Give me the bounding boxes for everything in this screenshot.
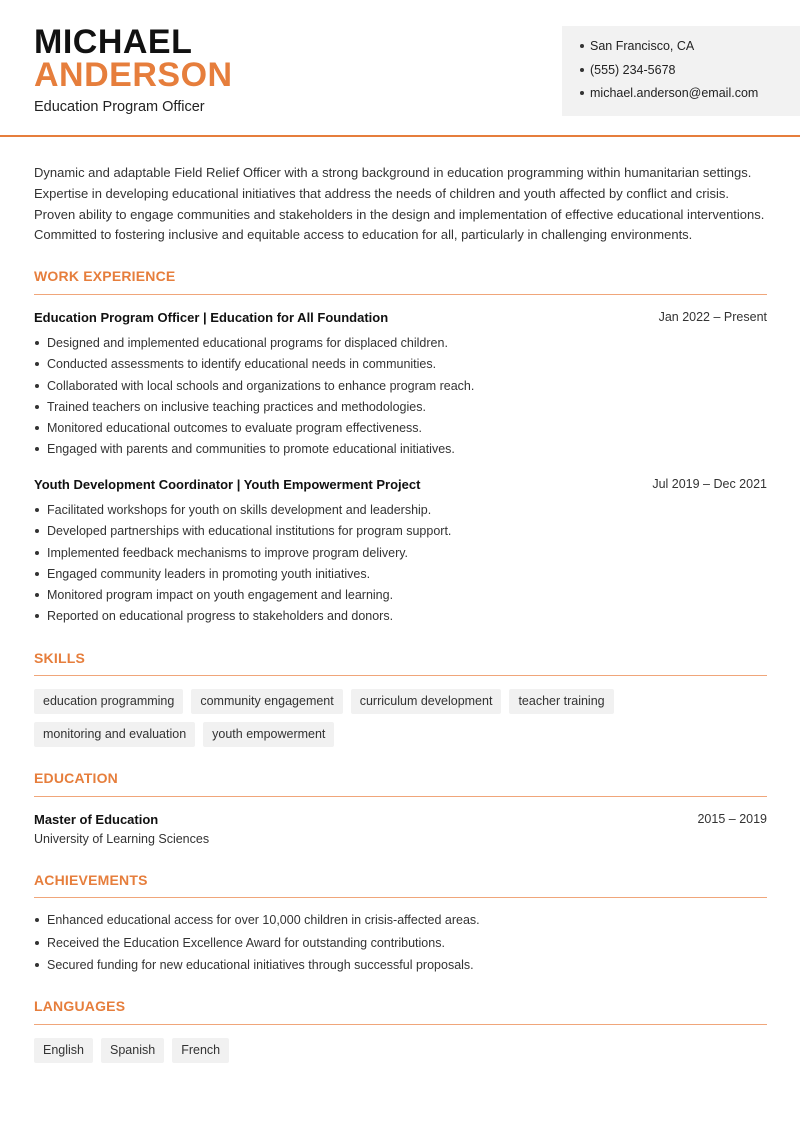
skill-chip: education programming	[34, 689, 183, 714]
skills-list	[34, 689, 774, 747]
section-title-achievements: ACHIEVEMENTS	[34, 872, 148, 888]
language-chip: English	[34, 1038, 93, 1063]
contact-box	[562, 26, 800, 116]
achievements-list	[34, 912, 480, 980]
job-bullets	[34, 335, 474, 463]
job-bullets	[34, 502, 451, 630]
contact-location: San Francisco, CA	[580, 38, 800, 62]
section-divider	[34, 294, 767, 295]
list-item: Monitored program impact on youth engagement and learning.	[34, 587, 451, 608]
skill-chip: teacher training	[509, 689, 613, 714]
education-dates: 2015 – 2019	[697, 812, 767, 826]
section-divider	[34, 897, 767, 898]
list-item: Developed partnerships with educational institutions for program support.	[34, 523, 451, 544]
list-item: Designed and implemented educational programs for displaced children.	[34, 335, 474, 356]
list-item: Enhanced educational access for over 10,000 children in crisis-affected areas.	[34, 912, 480, 935]
list-item: Secured funding for new educational initiatives through successful proposals.	[34, 957, 480, 980]
skill-chip: curriculum development	[351, 689, 502, 714]
list-item: Conducted assessments to identify educational needs in communities.	[34, 356, 474, 377]
list-item: Trained teachers on inclusive teaching practices and methodologies.	[34, 399, 474, 420]
list-item: Reported on educational progress to stakeholders and donors.	[34, 608, 451, 629]
list-item: Engaged with parents and communities to promote educational initiatives.	[34, 441, 474, 462]
list-item: Received the Education Excellence Award for outstanding contributions.	[34, 935, 480, 958]
section-title-languages: LANGUAGES	[34, 998, 126, 1014]
education-degree: Master of Education	[34, 812, 159, 827]
section-divider	[34, 675, 767, 676]
job-header	[34, 310, 767, 325]
job-dates: Jul 2019 – Dec 2021	[652, 477, 767, 491]
job-role: Youth Development Coordinator | Youth Empowerment Project	[34, 477, 421, 492]
section-title-skills: SKILLS	[34, 650, 85, 666]
job-dates: Jan 2022 – Present	[658, 310, 767, 324]
list-item: Monitored educational outcomes to evaluate program effectiveness.	[34, 420, 474, 441]
languages-list	[34, 1038, 774, 1063]
education-school: University of Learning Sciences	[34, 832, 210, 846]
section-divider	[34, 1024, 767, 1025]
last-name: ANDERSON	[34, 56, 233, 94]
job-header	[34, 477, 767, 492]
resume-header	[0, 0, 800, 137]
section-title-work: WORK EXPERIENCE	[34, 268, 176, 284]
list-item: Facilitated workshops for youth on skills development and leadership.	[34, 502, 451, 523]
skill-chip: youth empowerment	[203, 722, 334, 747]
first-name: MICHAEL	[34, 23, 193, 61]
language-chip: Spanish	[101, 1038, 164, 1063]
skill-chip: community engagement	[191, 689, 342, 714]
language-chip: French	[172, 1038, 229, 1063]
list-item: Implemented feedback mechanisms to improve program delivery.	[34, 545, 451, 566]
list-item: Engaged community leaders in promoting youth initiatives.	[34, 566, 451, 587]
section-title-education: EDUCATION	[34, 770, 118, 786]
list-item: Collaborated with local schools and organizations to enhance program reach.	[34, 378, 474, 399]
skill-chip: monitoring and evaluation	[34, 722, 195, 747]
contact-phone: (555) 234-5678	[580, 62, 800, 86]
contact-email: michael.anderson@email.com	[580, 85, 800, 109]
job-title: Education Program Officer	[34, 99, 205, 115]
section-divider	[34, 796, 767, 797]
job-role: Education Program Officer | Education for All Foundation	[34, 310, 389, 325]
summary: Dynamic and adaptable Field Relief Officer with a strong background in education programming within humanitarian settings. Expertise in developing educational initiatives that address the needs of children and youth affected by conflict and crisis. Proven ability to engage communities and stakeholders in the design and implementation of effective educational interventions. Committed to fostering inclusive and equitable access to education for all, particularly in challenging environments.	[34, 165, 765, 243]
